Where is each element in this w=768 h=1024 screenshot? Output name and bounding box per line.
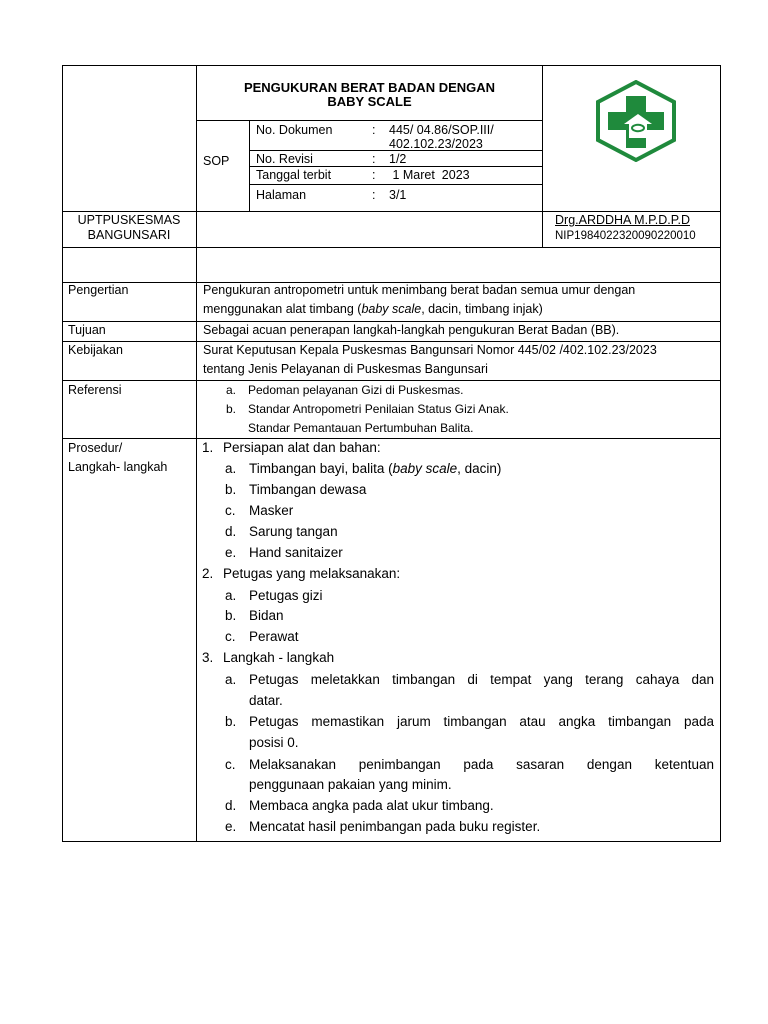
sop-label: SOP [203,154,230,168]
field-value-no-dokumen-2: 402.102.23/2023 [389,137,483,151]
list-item-continued: penggunaan pakaian yang minim. [249,777,452,792]
list-marker: c. [225,503,236,518]
column-divider [196,65,197,842]
institution-name-line2: BANGUNSARI [87,228,171,242]
list-item: Bidan [249,608,284,623]
list-marker: c. [225,629,236,644]
section-label-referensi: Referensi [68,383,122,397]
field-colon: : [372,168,376,182]
kebijakan-bottom-line [62,380,721,381]
list-marker: b. [225,482,237,497]
referensi-item: Standar Antropometri Penilaian Status Gizi Anak. [248,402,509,416]
list-item: Melaksanakan penimbangan pada sasaran dengan ketentuan [249,757,714,772]
referensi-item: Standar Pemantauan Pertumbuhan Balita. [248,421,474,435]
list-item-continued: datar. [249,693,283,708]
step-title: Persiapan alat dan bahan: [223,440,381,455]
tujuan-text: Sebagai acuan penerapan langkah-langkah pengukuran Berat Badan (BB). [203,323,620,337]
institution-name-line1: UPTPUSKESMAS [77,213,181,227]
list-item: Timbangan dewasa [249,482,367,497]
list-item-continued: posisi 0. [249,735,299,750]
list-item: Petugas meletakkan timbangan di tempat yang terang cahaya dan [249,672,714,687]
field-colon: : [372,123,376,137]
step-marker: 3. [202,650,214,665]
border-left [62,65,63,842]
section-label-kebijakan: Kebijakan [68,343,123,357]
list-marker: e. [225,545,237,560]
list-marker: d. [225,798,237,813]
field-colon: : [372,152,376,166]
referensi-marker: b. [226,402,237,416]
referensi-bottom-line [62,438,721,439]
list-item: Perawat [249,629,299,644]
list-marker: a. [225,672,237,687]
list-marker: a. [225,461,237,476]
list-item: Hand sanitaizer [249,545,343,560]
pengertian-text-line2: menggunakan alat timbang (baby scale, dacin, timbang injak) [203,302,543,316]
field-value-no-dokumen: 445/ 04.86/SOP.III/ [389,123,494,137]
section-label-prosedur-2: Langkah- langkah [68,460,168,474]
list-marker: d. [225,524,237,539]
list-item: Membaca angka pada alat ukur timbang. [249,798,494,813]
section-label-tujuan: Tujuan [68,323,106,337]
list-item: Petugas memastikan jarum timbangan atau angka timbangan pada [249,714,714,729]
field-label-no-revisi: No. Revisi [256,152,313,166]
field-line-3 [249,184,542,185]
document-title-line2: BABY SCALE [327,94,412,109]
field-colon: : [372,188,376,202]
kebijakan-text-line2: tentang Jenis Pelayanan di Puskesmas Bangunsari [203,362,488,376]
institution-bottom-line [62,247,721,248]
kebijakan-text-line1: Surat Keputusan Kepala Puskesmas Bangunsari Nomor 445/02 /402.102.23/2023 [203,343,657,357]
section-label-prosedur: Prosedur/ [68,441,123,455]
puskesmas-logo-icon [594,80,678,162]
list-marker: a. [225,588,237,603]
step-title: Petugas yang melaksanakan: [223,566,401,581]
field-label-no-dokumen: No. Dokumen [256,123,333,137]
list-marker: c. [225,757,236,772]
field-label-tanggal-terbit: Tanggal terbit [256,168,332,182]
field-value-no-revisi: 1/2 [389,152,407,166]
signer-name: Drg.ARDDHA M.P.D.P.D [555,213,690,227]
referensi-item: Pedoman pelayanan Gizi di Puskesmas. [248,383,464,397]
pengertian-text-line1: Pengukuran antropometri untuk menimbang berat badan semua umur dengan [203,283,636,297]
referensi-marker: a. [226,383,237,397]
list-item: Timbangan bayi, balita (baby scale, dacin) [249,461,502,476]
field-label-halaman: Halaman [256,188,307,202]
step-marker: 2. [202,566,214,581]
border-right [720,65,721,842]
step-marker: 1. [202,440,214,455]
step-title: Langkah - langkah [223,650,335,665]
list-item: Masker [249,503,294,518]
list-marker: b. [225,608,237,623]
section-label-pengertian: Pengertian [68,283,129,297]
signer-nip: NIP198402232009022001​0 [555,230,696,242]
list-item: Mencatat hasil penimbangan pada buku register. [249,819,541,834]
list-marker: e. [225,819,237,834]
field-value-tanggal-terbit: 1 Maret 2023 [389,168,470,182]
logo-divider [542,65,543,247]
list-item: Sarung tangan [249,524,338,539]
field-value-halaman: 3/1 [389,188,407,202]
border-top [62,65,721,66]
list-marker: b. [225,714,237,729]
border-bottom [62,841,721,842]
document-title-line1: PENGUKURAN BERAT BADAN DENGAN [243,80,496,95]
list-item: Petugas gizi [249,588,323,603]
